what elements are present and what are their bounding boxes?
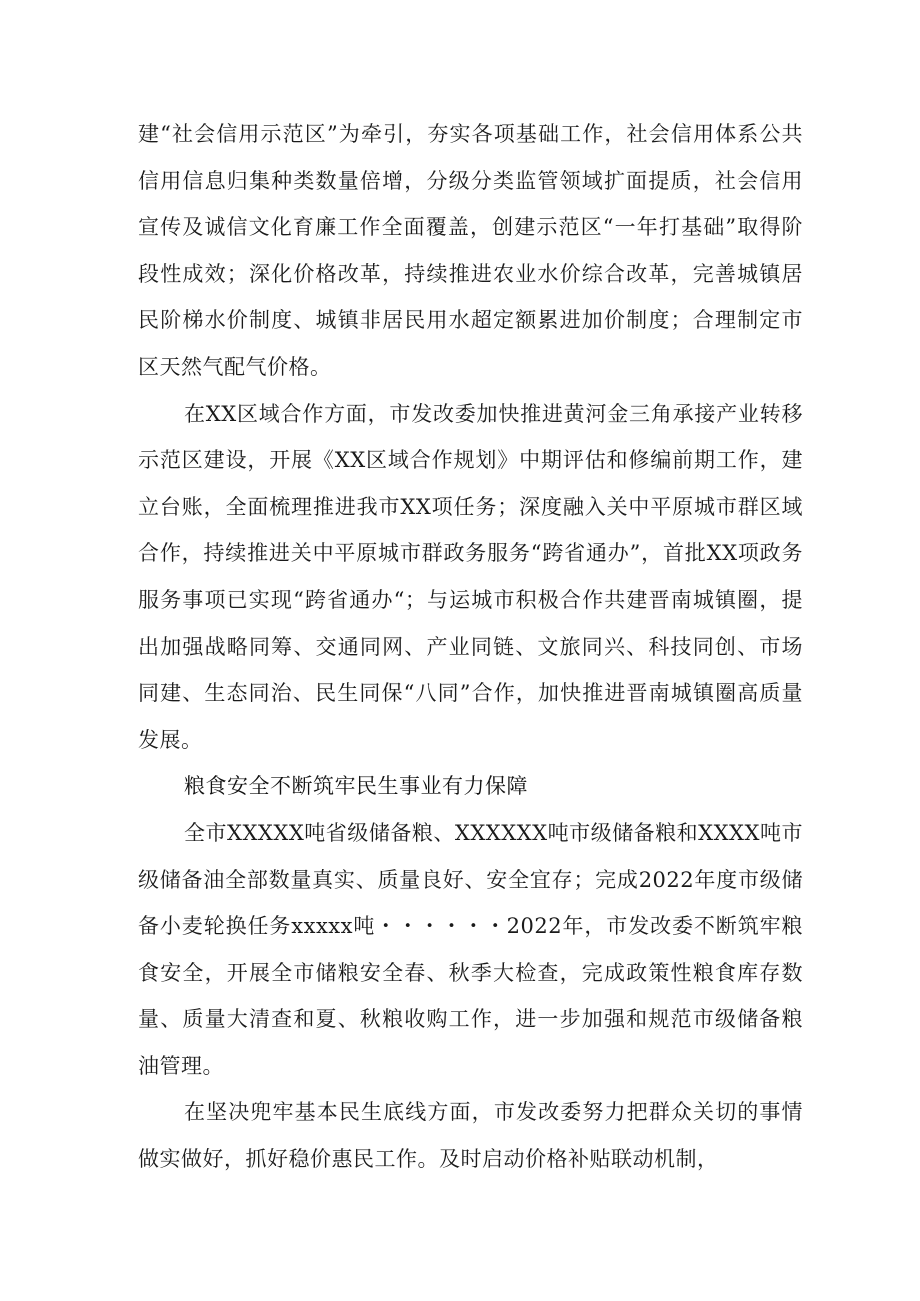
paragraph-grain-reserves: 全市XXXXX吨省级储备粮、XXXXXX吨市级储备粮和XXXX吨市级储备油全部数量真实、质量良好、安全宜存；完成2022年度市级储备小麦轮换任务xxxxx吨・・・・・・2022年，市发改委不断筑牢粮食安全，开展全市储粮安全春、秋季大检查，完成政策性粮食库存数量、质量大清查和夏、秋粮收购工作，进一步加强和规范市级储备粮油管理。 — [138, 820, 803, 1078]
paragraph-social-credit: 建“社会信用示范区”为牵引，夯实各项基础工作，社会信用体系公共信用信息归集种类数量倍增，分级分类监管领域扩面提质，社会信用宣传及诚信文化育廉工作全面覆盖，创建示范区“一年打基础”取得阶段性成效；深化价格改革，持续推进农业水价综合改革，完善城镇居民阶梯水价制度、城镇非居民用水超定额累进加价制度；合理制定市区天然气配气价格。 — [138, 122, 803, 379]
section-heading-grain-security: 粮食安全不断筑牢民生事业有力保障 — [184, 774, 528, 799]
paragraph-livelihood: 在坚决兜牢基本民生底线方面，市发改委努力把群众关切的事情做实做好，抓好稳价惠民工作。及时启动价格补贴联动机制， — [138, 1100, 803, 1172]
document-body — [138, 111, 803, 1183]
paragraph-regional-cooperation: 在XX区域合作方面，市发改委加快推进黄河金三角承接产业转移示范区建设，开展《XX区域合作规划》中期评估和修编前期工作，建立台账，全面梳理推进我市XX项任务；深度融入关中平原城市群区域合作，持续推进关中平原城市群政务服务“跨省通办”，首批XX项政务服务事项已实现“跨省通办“；与运城市积极合作共建晋南城镇圈，提出加强战略同筹、交通同网、产业同链、文旅同兴、科技同创、市场同建、生态同治、民生同保“八同”合作，加快推进晋南城镇圈高质量发展。 — [138, 401, 803, 752]
